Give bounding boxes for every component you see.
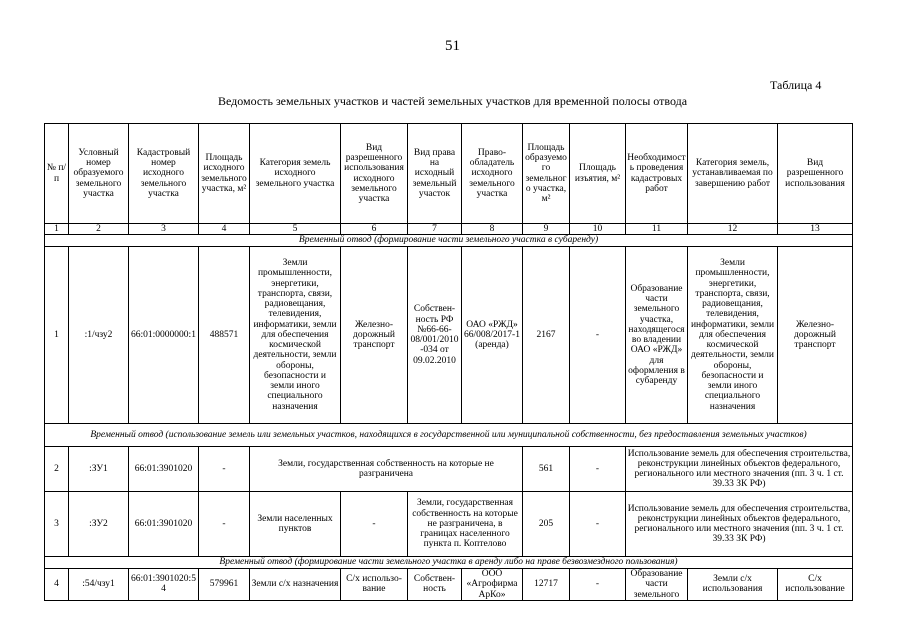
cell-new-area: 205 bbox=[523, 492, 570, 557]
cell-cadastral-number: 66:01:3901020:54 bbox=[129, 569, 199, 601]
cell-source-area: - bbox=[199, 492, 250, 557]
col-header: Вид права на исходный земельный участок bbox=[408, 124, 462, 224]
table-row bbox=[45, 569, 853, 601]
cell-cadastral-works: Образование части земельного участка, находящегося во владении ОАО «РЖД» для оформления в субаренду bbox=[626, 247, 688, 424]
section-row bbox=[45, 557, 853, 569]
cell-cadastral-number: 66:01:3901020 bbox=[129, 492, 199, 557]
cell-permitted-use: С/х использо-вание bbox=[341, 569, 408, 601]
table-row bbox=[45, 447, 853, 492]
col-header: Площадь изъятия, м² bbox=[570, 124, 626, 224]
col-header: Категория земель, устанавливаемая по завершению работ bbox=[688, 124, 778, 224]
cell-right-holder: ОАО «РЖД» 66/008/2017-1 (аренда) bbox=[462, 247, 523, 424]
col-header: Вид разрешенного использования bbox=[778, 124, 853, 224]
col-header: Категория земель исходного земельного участка bbox=[250, 124, 341, 224]
cell-land-category: Земли промышленности, энергетики, транспорта, связи, радиовещания, телевидения, информатики, земли для обеспечения космической деятельности, земли обороны, безопасности и земли иного специального назначения bbox=[250, 247, 341, 424]
cell-land-category: Земли населенных пунктов bbox=[250, 492, 341, 557]
column-number-row bbox=[45, 224, 853, 235]
col-number: 12 bbox=[688, 224, 778, 235]
col-number: 2 bbox=[69, 224, 129, 235]
section-title: Временный отвод (использование земель или земельных участков, находящихся в государственной или муниципальной собственности, без предоставления земельных участков) bbox=[45, 424, 853, 447]
cell-right-type: Собствен-ность РФ №66-66-08/001/2010-034 от 09.02.2010 bbox=[408, 247, 462, 424]
col-number: 7 bbox=[408, 224, 462, 235]
cell-right-holder: Земли, государственная собственность на которые не разграничена, в границах населенного пункта п. Коптелово bbox=[408, 492, 523, 557]
cell-land-category: Земли, государственная собственность на которые не разграничена bbox=[250, 447, 523, 492]
cell-use-after: Железно-дорожный транспорт bbox=[778, 247, 853, 424]
cell-category-after: Земли с/х использования bbox=[688, 569, 778, 601]
table-header-row bbox=[45, 124, 853, 224]
cell-conditional-number: :ЗУ1 bbox=[69, 447, 129, 492]
cell-source-area: - bbox=[199, 447, 250, 492]
col-header: № п/п bbox=[45, 124, 69, 224]
col-number: 5 bbox=[250, 224, 341, 235]
col-number: 9 bbox=[523, 224, 570, 235]
table-row bbox=[45, 247, 853, 424]
cell-seizure-area: - bbox=[570, 247, 626, 424]
table-row bbox=[45, 492, 853, 557]
cell-purpose: Использование земель для обеспечения строительства, реконструкции линейных объектов федерального, регионального или местного значения (пп. 3 ч. 1 ст. 39.33 ЗК РФ) bbox=[626, 447, 853, 492]
cell-use-after: С/х использование bbox=[778, 569, 853, 601]
document-title: Ведомость земельных участков и частей земельных участков для временной полосы отвода bbox=[217, 94, 688, 108]
cell-num: 2 bbox=[45, 447, 69, 492]
col-header: Кадастровый номер исходного земельного участка bbox=[129, 124, 199, 224]
cell-cadastral-works: Образование части земельного bbox=[626, 569, 688, 601]
cell-num: 4 bbox=[45, 569, 69, 601]
cell-cadastral-number: 66:01:0000000:1 bbox=[129, 247, 199, 424]
col-number: 13 bbox=[778, 224, 853, 235]
col-header: Необходимость проведения кадастровых работ bbox=[626, 124, 688, 224]
cell-conditional-number: :1/чзу2 bbox=[69, 247, 129, 424]
cell-source-area: 579961 bbox=[199, 569, 250, 601]
land-plots-table bbox=[44, 123, 853, 601]
page-number: 51 bbox=[445, 38, 460, 54]
col-header: Площадь образуемого земельного участка, м² bbox=[523, 124, 570, 224]
cell-seizure-area: - bbox=[570, 492, 626, 557]
cell-new-area: 561 bbox=[523, 447, 570, 492]
cell-category-after: Земли промышленности, энергетики, транспорта, связи, радиовещания, телевидения, информатики, земли для обеспечения космической деятельности, земли обороны, безопасности и земли иного специального назначения bbox=[688, 247, 778, 424]
cell-seizure-area: - bbox=[570, 447, 626, 492]
col-number: 1 bbox=[45, 224, 69, 235]
col-number: 6 bbox=[341, 224, 408, 235]
section-row bbox=[45, 235, 853, 247]
cell-permitted-use: Железно-дорожный транспорт bbox=[341, 247, 408, 424]
col-header: Право-обладатель исходного земельного участка bbox=[462, 124, 523, 224]
cell-cadastral-number: 66:01:3901020 bbox=[129, 447, 199, 492]
col-number: 8 bbox=[462, 224, 523, 235]
col-header: Вид разрешенного использования исходного земельного участка bbox=[341, 124, 408, 224]
cell-permitted-use: - bbox=[341, 492, 408, 557]
cell-conditional-number: :ЗУ2 bbox=[69, 492, 129, 557]
cell-seizure-area: - bbox=[570, 569, 626, 601]
section-title: Временный отвод (формирование части земельного участка в субаренду) bbox=[45, 235, 853, 247]
col-number: 10 bbox=[570, 224, 626, 235]
col-number: 4 bbox=[199, 224, 250, 235]
cell-num: 3 bbox=[45, 492, 69, 557]
cell-land-category: Земли с/х назначения bbox=[250, 569, 341, 601]
section-title: Временный отвод (формирование части земельного участка в аренду либо на праве безвозмездного пользования) bbox=[45, 557, 853, 569]
col-number: 11 bbox=[626, 224, 688, 235]
cell-purpose: Использование земель для обеспечения строительства, реконструкции линейных объектов федерального, регионального или местного значения (пп. 3 ч. 1 ст. 39.33 ЗК РФ) bbox=[626, 492, 853, 557]
table-label: Таблица 4 bbox=[770, 78, 822, 92]
col-number: 3 bbox=[129, 224, 199, 235]
cell-new-area: 2167 bbox=[523, 247, 570, 424]
cell-conditional-number: :54/чзу1 bbox=[69, 569, 129, 601]
cell-num: 1 bbox=[45, 247, 69, 424]
cell-right-type: Собствен-ность bbox=[408, 569, 462, 601]
cell-source-area: 488571 bbox=[199, 247, 250, 424]
section-row bbox=[45, 424, 853, 447]
cell-new-area: 12717 bbox=[523, 569, 570, 601]
cell-right-holder: ООО «Агрофирма АрКо» bbox=[462, 569, 523, 601]
col-header: Условный номер образуемого земельного участка bbox=[69, 124, 129, 224]
col-header: Площадь исходного земельного участка, м² bbox=[199, 124, 250, 224]
